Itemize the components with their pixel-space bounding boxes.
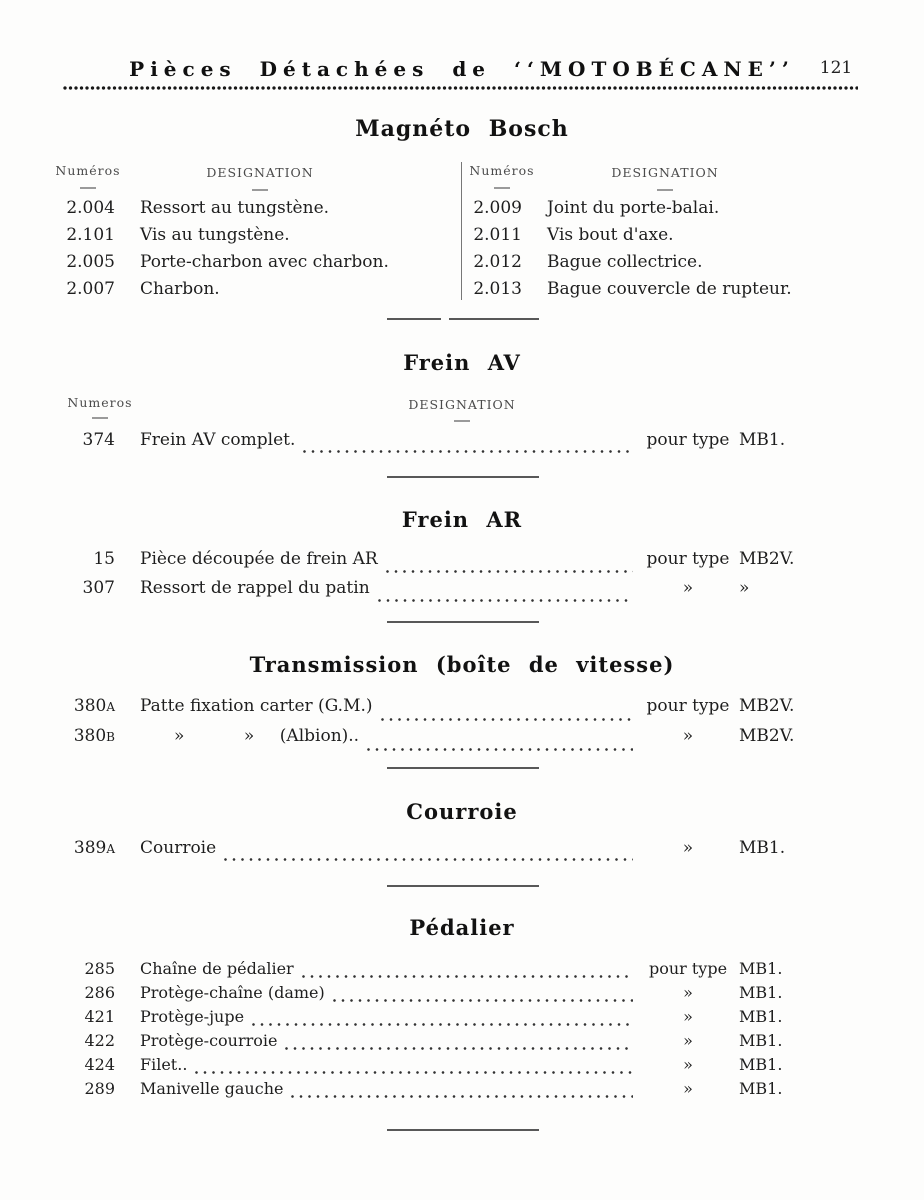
pour-type-cell: » <box>683 1055 693 1074</box>
type-cell: MB1. <box>739 959 783 978</box>
table-row <box>63 279 443 306</box>
type-cell: MB1. <box>739 1031 783 1050</box>
part-number: 15 <box>93 549 115 569</box>
section-title-magneto-bosch: Magnéto Bosch <box>355 116 569 142</box>
table-row <box>63 549 811 578</box>
part-number: 2.011 <box>473 225 522 245</box>
part-designation: Patte fixation carter (G.M.) <box>140 696 373 716</box>
dotted-leader <box>252 1023 633 1026</box>
dotted-leader <box>378 599 633 602</box>
part-number: 2.004 <box>66 198 115 218</box>
table-row <box>470 225 850 252</box>
page-number: 121 <box>819 58 853 78</box>
section-separator <box>387 318 539 320</box>
part-number: 285 <box>84 959 115 978</box>
dotted-leader <box>367 748 633 751</box>
table-row <box>63 983 811 1007</box>
magneto-right-column <box>470 198 850 306</box>
part-designation: Filet.. <box>140 1055 188 1074</box>
part-number: 2.012 <box>473 252 522 272</box>
dotted-leader <box>303 450 633 453</box>
column-dash <box>252 189 268 191</box>
frein-ar-rows <box>63 549 811 607</box>
column-header-designation: DESIGNATION <box>611 165 719 180</box>
table-row <box>63 1007 811 1031</box>
part-designation: Ressort de rappel du patin <box>140 578 370 598</box>
table-row <box>470 198 850 225</box>
table-row <box>63 696 811 726</box>
part-designation: Frein AV complet. <box>140 430 296 450</box>
table-row <box>470 252 850 279</box>
type-cell: MB1. <box>739 838 786 858</box>
dotted-leader <box>291 1095 633 1098</box>
magneto-left-column <box>63 198 443 306</box>
pour-type-cell: » <box>683 1079 693 1098</box>
part-number: 380B <box>73 726 115 746</box>
type-cell: MB1. <box>739 430 786 450</box>
dotted-leader <box>224 858 633 861</box>
dotted-leader <box>285 1047 633 1050</box>
pour-type-cell: » <box>682 578 694 598</box>
table-row <box>63 1079 811 1103</box>
type-cell: MB1. <box>739 1055 783 1074</box>
section-title-pedalier: Pédalier <box>409 915 515 940</box>
part-number: 289 <box>84 1079 115 1098</box>
pour-type-cell: » <box>683 1007 693 1026</box>
part-number: 286 <box>84 983 115 1002</box>
part-number: 2.013 <box>473 279 522 299</box>
dotted-leader <box>302 975 633 978</box>
pedalier-rows <box>63 959 811 1103</box>
type-cell: MB2V. <box>739 726 795 746</box>
part-designation: Protège-courroie <box>140 1031 278 1050</box>
part-designation: Pièce découpée de frein AR <box>140 549 378 569</box>
part-number: 2.005 <box>66 252 115 272</box>
courroie-rows <box>63 838 811 866</box>
table-row <box>63 726 811 756</box>
type-cell: MB1. <box>739 983 783 1002</box>
column-divider <box>461 162 462 300</box>
column-dash <box>657 189 673 191</box>
frein-av-rows <box>63 430 811 458</box>
dotted-leader <box>195 1071 633 1074</box>
part-number: 2.007 <box>66 279 115 299</box>
part-number: 424 <box>84 1055 115 1074</box>
type-cell: MB1. <box>739 1079 783 1098</box>
table-row <box>63 252 443 279</box>
section-title-transmission: Transmission (boîte de vitesse) <box>249 652 675 677</box>
pour-type-cell: pour type <box>646 430 730 450</box>
pour-type-cell: pour type <box>646 549 730 569</box>
page-title: Pièces Détachées de ‘‘MOTOBÉCANE’’ <box>129 57 795 81</box>
part-number: 380A <box>73 696 115 716</box>
part-number: 2.009 <box>473 198 522 218</box>
part-designation: Ressort au tungstène. <box>140 198 330 218</box>
column-header-designation: DESIGNATION <box>408 397 516 412</box>
pour-type-cell: » <box>683 1031 693 1050</box>
column-dash <box>494 187 510 189</box>
part-number: 389A <box>73 838 115 858</box>
transmission-rows <box>63 696 811 756</box>
part-number: 422 <box>84 1031 115 1050</box>
section-title-frein-av: Frein AV <box>403 350 521 375</box>
table-row <box>63 959 811 983</box>
part-designation: Bague couvercle de rupteur. <box>547 279 792 299</box>
section-separator <box>387 621 539 623</box>
table-row <box>63 578 811 607</box>
column-dash <box>454 420 470 422</box>
type-cell: MB2V. <box>739 549 795 569</box>
table-row <box>63 1031 811 1055</box>
type-cell: MB2V. <box>739 696 795 716</box>
section-title-courroie: Courroie <box>406 799 518 824</box>
section-separator <box>387 476 539 478</box>
part-number: 2.101 <box>66 225 115 245</box>
part-designation: Vis au tungstène. <box>140 225 290 245</box>
table-row <box>63 430 811 458</box>
column-header-numeros: Numeros <box>67 395 133 410</box>
part-designation: Charbon. <box>140 279 220 299</box>
column-header-designation: DESIGNATION <box>206 165 314 180</box>
dotted-leader <box>381 718 633 721</box>
part-designation: Manivelle gauche <box>140 1079 284 1098</box>
column-header-numeros: Numéros <box>469 163 535 178</box>
pour-type-cell: » <box>682 838 694 858</box>
part-number: 307 <box>82 578 115 598</box>
section-separator <box>387 1129 539 1131</box>
table-row <box>470 279 850 306</box>
part-designation: Vis bout d'axe. <box>547 225 674 245</box>
dotted-rule <box>63 86 858 90</box>
section-separator <box>387 885 539 887</box>
part-designation: Chaîne de pédalier <box>140 959 294 978</box>
part-designation: Joint du porte-balai. <box>547 198 720 218</box>
pour-type-cell: pour type <box>646 696 730 716</box>
part-designation: Bague collectrice. <box>547 252 703 272</box>
part-number: 374 <box>82 430 115 450</box>
column-dash <box>92 417 108 419</box>
type-cell: MB1. <box>739 1007 783 1026</box>
part-designation: » » (Albion).. <box>140 726 360 746</box>
table-row <box>63 225 443 252</box>
section-separator <box>387 767 539 769</box>
section-title-frein-ar: Frein AR <box>401 507 523 532</box>
pour-type-cell: pour type <box>648 959 728 978</box>
part-designation: Protège-jupe <box>140 1007 245 1026</box>
dotted-leader <box>386 570 633 573</box>
pour-type-cell: » <box>682 726 694 746</box>
column-dash <box>80 187 96 189</box>
table-row <box>63 198 443 225</box>
column-header-numeros: Numéros <box>55 163 121 178</box>
dotted-leader <box>333 999 633 1002</box>
part-designation: Porte-charbon avec charbon. <box>140 252 389 272</box>
part-designation: Courroie <box>140 838 217 858</box>
part-designation: Protège-chaîne (dame) <box>140 983 325 1002</box>
type-cell: » <box>739 578 750 598</box>
table-row <box>63 1055 811 1079</box>
pour-type-cell: » <box>683 983 693 1002</box>
part-number: 421 <box>84 1007 115 1026</box>
table-row <box>63 838 811 866</box>
